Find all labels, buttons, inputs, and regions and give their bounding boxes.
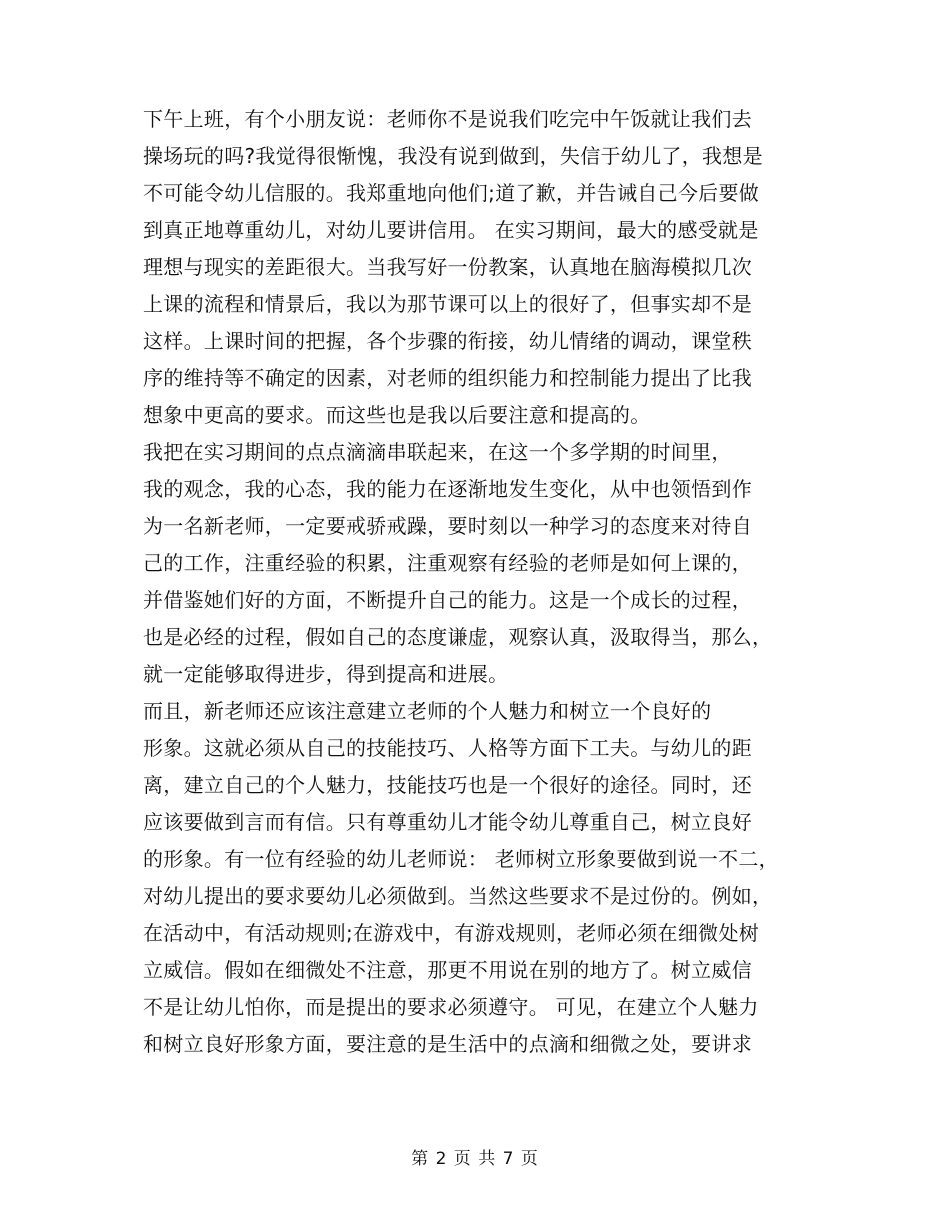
text-line: 下午上班，有个小朋友说：老师你不是说我们吃完中午饭就让我们去 — [143, 107, 752, 131]
text-line: 到真正地尊重幼儿，对幼儿要讲信用。 在实习期间，最大的感受就是 — [143, 218, 759, 242]
text-line: 的形象。有一位有经验的幼儿老师说： 老师树立形象要做到说一不二， — [143, 847, 779, 871]
text-line: 己的工作，注重经验的积累，注重观察有经验的老师是如何上课的， — [143, 551, 752, 575]
text-line: 和树立良好形象方面，要注意的是生活中的点滴和细微之处，要讲求 — [143, 1032, 752, 1056]
text-line: 形象。这就必须从自己的技能技巧、人格等方面下工夫。与幼儿的距 — [143, 736, 752, 760]
text-line: 也是必经的过程，假如自己的态度谦虚，观察认真，汲取得当，那么， — [143, 625, 773, 649]
text-line: 这样。上课时间的把握，各个步骤的衔接，幼儿情绪的调动，课堂秩 — [143, 329, 752, 353]
text-line: 对幼儿提出的要求要幼儿必须做到。当然这些要求不是过份的。例如， — [143, 884, 773, 908]
text-line: 序的维持等不确定的因素，对老师的组织能力和控制能力提出了比我 — [143, 366, 752, 390]
text-line: 不是让幼儿怕你，而是提出的要求必须遵守。 可见，在建立个人魅力 — [143, 995, 759, 1019]
text-line: 我的观念，我的心态，我的能力在逐渐地发生变化，从中也领悟到作 — [143, 477, 752, 501]
page-number-footer: 第 2 页 共 7 页 — [411, 1149, 539, 1169]
body-text — [143, 101, 823, 1063]
text-line: 而且，新老师还应该注意建立老师的个人魅力和树立一个良好的 — [143, 699, 712, 723]
text-line: 就一定能够取得进步，得到提高和进展。 — [143, 662, 509, 686]
text-line: 并借鉴她们好的方面，不断提升自己的能力。这是一个成长的过程， — [143, 588, 752, 612]
text-line: 上课的流程和情景后，我以为那节课可以上的很好了，但事实却不是 — [143, 292, 752, 316]
text-line: 理想与现实的差距很大。当我写好一份教案，认真地在脑海模拟几次 — [143, 255, 752, 279]
text-line: 操场玩的吗?我觉得很惭愧，我没有说到做到，失信于幼儿了，我想是 — [143, 144, 763, 168]
text-line: 离，建立自己的个人魅力，技能技巧也是一个很好的途径。同时，还 — [143, 773, 752, 797]
text-line: 在活动中，有活动规则;在游戏中，有游戏规则，老师必须在细微处树 — [143, 921, 760, 945]
text-line: 想象中更高的要求。而这些也是我以后要注意和提高的。 — [143, 403, 651, 427]
text-line: 我把在实习期间的点点滴滴串联起来，在这一个多学期的时间里， — [143, 440, 732, 464]
text-line: 为一名新老师，一定要戒骄戒躁，要时刻以一种学习的态度来对待自 — [143, 514, 752, 538]
text-line: 不可能令幼儿信服的。我郑重地向他们;道了歉，并告诫自己今后要做 — [143, 181, 760, 205]
text-line: 应该要做到言而有信。只有尊重幼儿才能令幼儿尊重自己，树立良好 — [143, 810, 752, 834]
text-line: 立威信。假如在细微处不注意，那更不用说在别的地方了。树立威信 — [143, 958, 752, 982]
